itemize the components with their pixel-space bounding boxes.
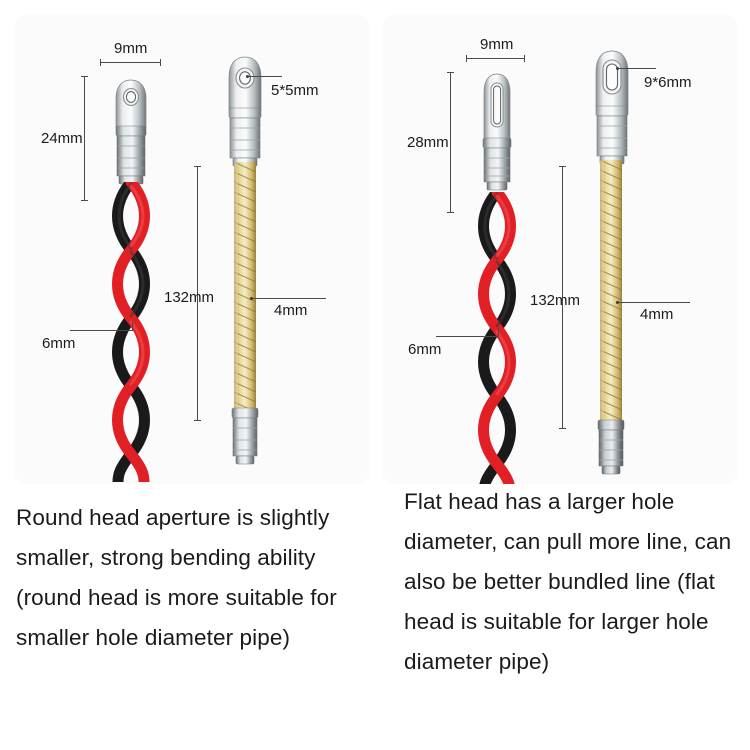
dim-cable-diameter: 6mm xyxy=(408,341,442,358)
dim-tick xyxy=(194,166,201,167)
leader-line-cable-diameter xyxy=(70,330,132,331)
dim-tick xyxy=(447,212,454,213)
rope-end-ferrule xyxy=(590,418,632,484)
rope-end-ferrule xyxy=(224,406,266,476)
leader-dot xyxy=(246,75,249,78)
leader-dot xyxy=(616,67,619,70)
dim-line-head-width xyxy=(100,62,160,63)
dim-head-length: 28mm xyxy=(407,134,449,151)
panel-round-head xyxy=(14,14,370,484)
dim-line-head-length xyxy=(84,76,85,200)
dim-tick xyxy=(81,200,88,201)
leader-line-cable-diameter xyxy=(436,336,498,337)
leader-line-cable-diameter-drop xyxy=(498,328,499,337)
caption-flat-head: Flat head has a larger hole diameter, can pull more line, can also be better bundled line (flat head is suitable for larger hole diameter pipe) xyxy=(404,489,732,674)
dim-head-length: 24mm xyxy=(41,130,83,147)
dim-line-head-width xyxy=(466,58,524,59)
leader-line-rope-diameter xyxy=(618,302,690,303)
dim-tick xyxy=(160,59,161,66)
dim-rope-diameter: 4mm xyxy=(274,302,308,319)
dim-rope-length: 132mm xyxy=(530,292,581,309)
twisted-wire-cable xyxy=(106,182,152,482)
dim-aperture: 9*6mm xyxy=(644,74,692,91)
dim-rope-length: 132mm xyxy=(164,289,215,306)
dim-tick xyxy=(559,166,566,167)
dim-rope-diameter: 4mm xyxy=(640,306,674,323)
dim-line-head-length xyxy=(450,72,451,212)
dim-cable-diameter: 6mm xyxy=(42,335,76,352)
dim-aperture: 5*5mm xyxy=(271,82,319,99)
dim-head-width: 9mm xyxy=(114,40,148,57)
leader-dot xyxy=(250,297,253,300)
twisted-wire-cable xyxy=(472,192,518,484)
leader-line-cable-diameter-drop xyxy=(132,322,133,331)
steel-wire-rope xyxy=(226,162,266,422)
dim-tick xyxy=(559,428,566,429)
leader-line-aperture xyxy=(618,68,656,69)
caption-round-head: Round head aperture is slightly smaller, strong bending ability (round head is more suitable for smaller hole diameter pipe) xyxy=(16,505,337,650)
steel-wire-rope xyxy=(592,160,632,428)
leader-dot xyxy=(616,301,619,304)
dim-head-width: 9mm xyxy=(480,36,514,53)
dim-tick xyxy=(194,420,201,421)
dim-tick xyxy=(447,72,454,73)
dim-tick xyxy=(81,76,88,77)
panel-flat-head xyxy=(382,14,738,484)
dim-tick xyxy=(100,59,101,66)
leader-line-aperture xyxy=(248,76,282,77)
leader-line-rope-diameter xyxy=(252,298,326,299)
dim-tick xyxy=(524,55,525,62)
dim-tick xyxy=(466,55,467,62)
